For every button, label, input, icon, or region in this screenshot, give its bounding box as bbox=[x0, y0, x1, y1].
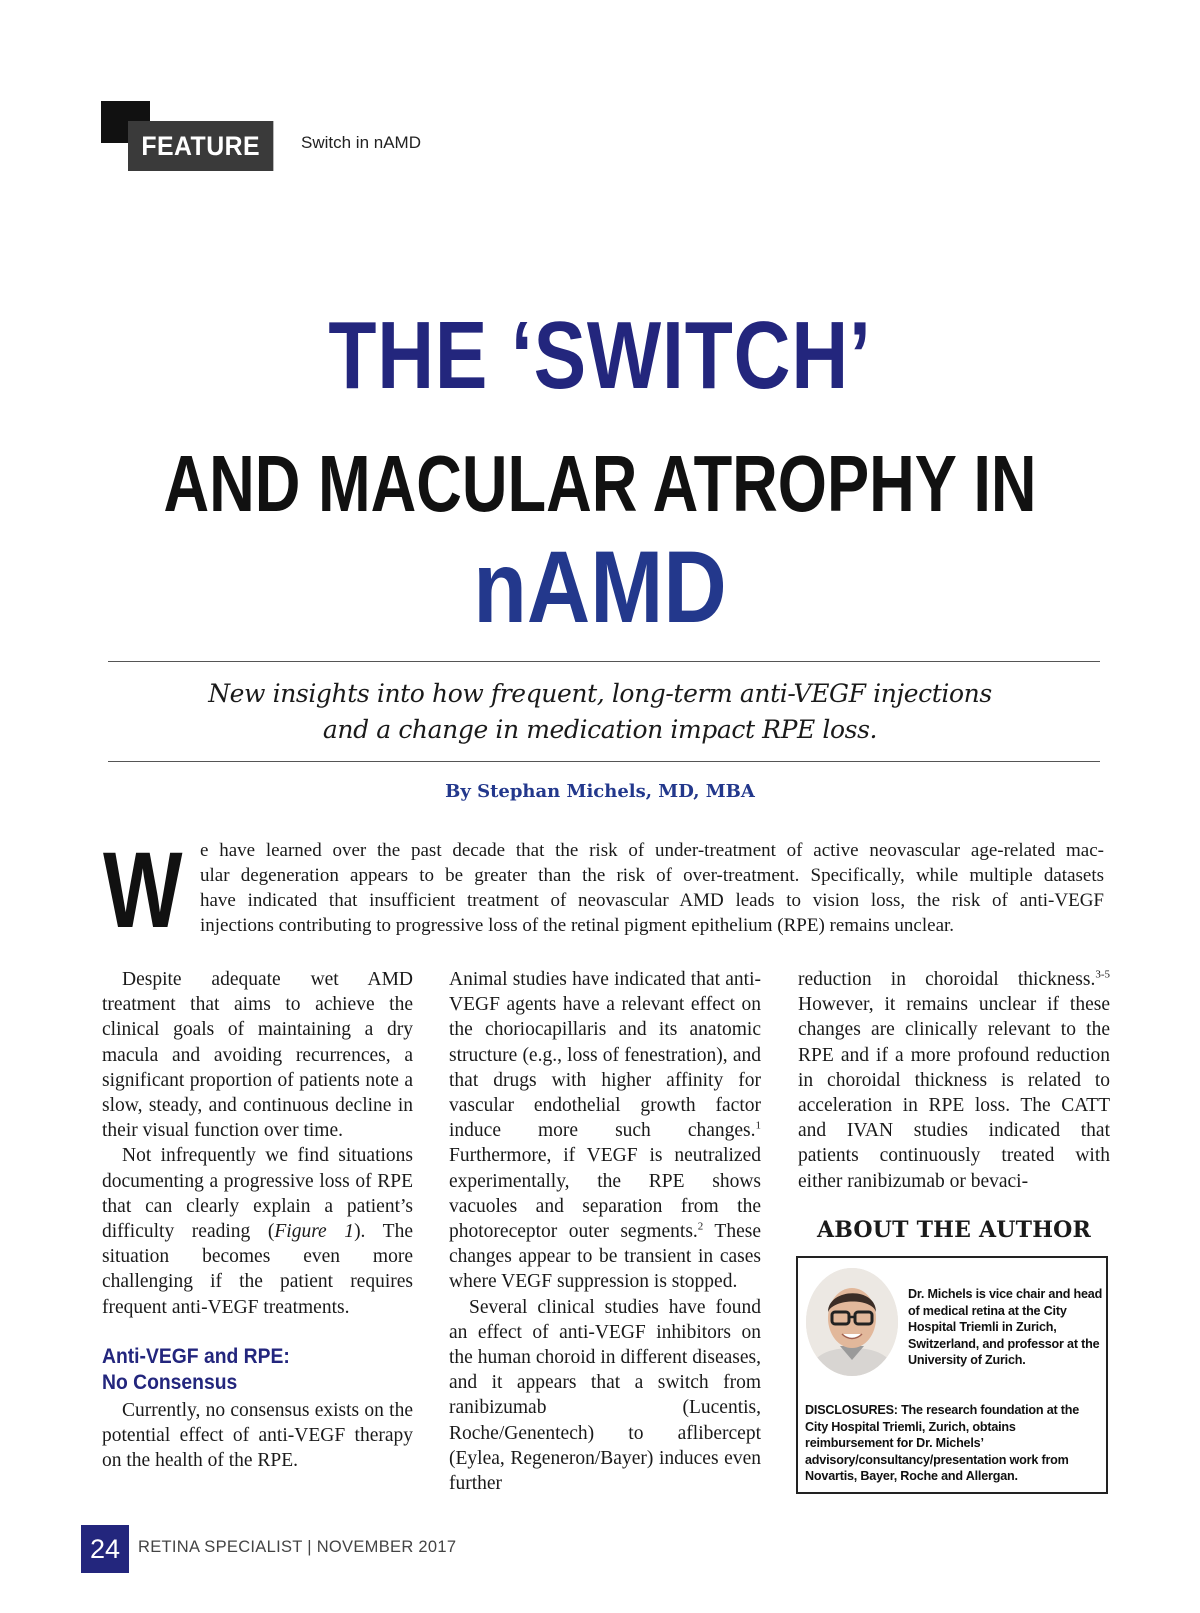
disclosures-text: The research foundation at the City Hospital Triemli, Zurich, obtains reimbursement for Dr. Michels’ advisory/consultancy/presentation work from Novartis, Bayer, Roche and Allergan. bbox=[805, 1403, 1080, 1484]
text-span: These changes appear to be transient in cases where VEGF suppression is stopped. bbox=[449, 1221, 761, 1293]
body-column-3 bbox=[798, 967, 1110, 1194]
subhead-line-1: Anti-VEGF and RPE: bbox=[102, 1344, 290, 1368]
author-photo bbox=[806, 1268, 898, 1376]
intro-line: have indicated that insufficient treatment of neovascular AMD leads to vision loss, the risk of anti-VEGF bbox=[200, 890, 1104, 911]
paragraph bbox=[798, 967, 1110, 1194]
title-line-1: THE ‘SWITCH’ bbox=[328, 302, 872, 409]
section-topic: Switch in nAMD bbox=[301, 133, 421, 152]
drop-cap: W bbox=[103, 829, 183, 950]
text-span: Animal studies have indicated that anti-VEGF agents have a relevant effect on the choriocapillaris and its anatomic structure (e.g., loss of fenestration), and that drugs with higher affinity for vascular endothelial growth factor induce more such changes. bbox=[449, 969, 761, 1142]
body-column-2 bbox=[449, 967, 761, 1496]
deck-rule-bottom bbox=[108, 761, 1100, 762]
title-line-2: AND MACULAR ATROPHY IN bbox=[163, 439, 1037, 528]
body-column-1 bbox=[102, 967, 413, 1473]
title-line-3: nAMD bbox=[473, 530, 727, 644]
disclosures-label: DISCLOSURES: bbox=[805, 1403, 898, 1417]
feature-tab bbox=[128, 121, 273, 171]
paragraph: Currently, no consensus exists on the potential effect of anti-VEGF therapy on the health of the RPE. bbox=[102, 1399, 413, 1472]
author-portrait-icon bbox=[806, 1268, 898, 1376]
citation: 2 bbox=[697, 1220, 704, 1233]
citation: 3-5 bbox=[1095, 968, 1110, 981]
deck-rule-top bbox=[108, 661, 1100, 662]
paragraph bbox=[102, 1143, 413, 1319]
publication-footer: RETINA SPECIALIST | NOVEMBER 2017 bbox=[138, 1538, 457, 1556]
text-span: reduction in choroidal thickness. bbox=[798, 969, 1096, 990]
disclosures bbox=[805, 1402, 1103, 1485]
intro-line: injections contributing to progressive loss of the retinal pigment epithelium (RPE) remains unclear. bbox=[200, 915, 955, 936]
subhead bbox=[102, 1344, 388, 1396]
intro-line: ular degeneration appears to be greater than the risk of over-treatment. Specifically, while multiple datasets bbox=[200, 865, 1104, 886]
intro-paragraph bbox=[200, 838, 1104, 938]
intro-line: e have learned over the past decade that the risk of under-treatment of active neovascular age-related mac- bbox=[200, 840, 1104, 861]
page-number: 24 bbox=[81, 1525, 129, 1573]
paragraph bbox=[449, 967, 761, 1295]
subhead-line-2: No Consensus bbox=[102, 1370, 238, 1394]
citation: 1 bbox=[755, 1119, 761, 1132]
byline: By Stephan Michels, MD, MBA bbox=[445, 781, 755, 802]
deck-line-1: New insights into how frequent, long-term anti-VEGF injections bbox=[208, 679, 992, 708]
deck bbox=[0, 676, 1200, 748]
text-span: Not infrequently we find situations documenting a progressive loss of RPE that can clearly explain a patient’s difficulty reading ( bbox=[102, 1145, 413, 1243]
feature-tab-label: FEATURE bbox=[141, 130, 261, 161]
about-author-title: ABOUT THE AUTHOR bbox=[816, 1217, 1092, 1243]
text-span: Furthermore, if VEGF is neutralized experimentally, the RPE shows vacuoles and separation from the photoreceptor outer segments. bbox=[449, 1145, 761, 1243]
text-span: ). The situation becomes even more challenging if the patient requires frequent anti-VEGF treatments. bbox=[102, 1221, 413, 1318]
author-bio: Dr. Michels is vice chair and head of medical retina at the City Hospital Triemli in Zurich, Switzerland, and professor at the University of Zurich. bbox=[908, 1287, 1103, 1368]
deck-line-2: and a change in medication impact RPE loss. bbox=[322, 715, 878, 744]
paragraph: Despite adequate wet AMD treatment that aims to achieve the clinical goals of maintaining a dry macula and avoiding recurrences, a significant proportion of patients note a slow, steady, and continuous decline in their visual function over time. bbox=[102, 969, 413, 1142]
paragraph: Several clinical studies have found an effect of anti-VEGF inhibitors on the human choroid in different diseases, and it appears that a switch from ranibizumab (Lucentis, Roche/Genentech) to aflibercept (Eylea, Regeneron/Bayer) induces even further bbox=[449, 1296, 761, 1495]
figure-reference: Figure 1 bbox=[274, 1221, 355, 1243]
text-span: However, it remains unclear if these changes are clinically relevant to the RPE and if a more profound reduction in choroidal thickness is related to acceleration in RPE loss. The CATT and IVAN studies indicated that patients continuously treated with either ranibizumab or bevaci- bbox=[798, 994, 1110, 1192]
